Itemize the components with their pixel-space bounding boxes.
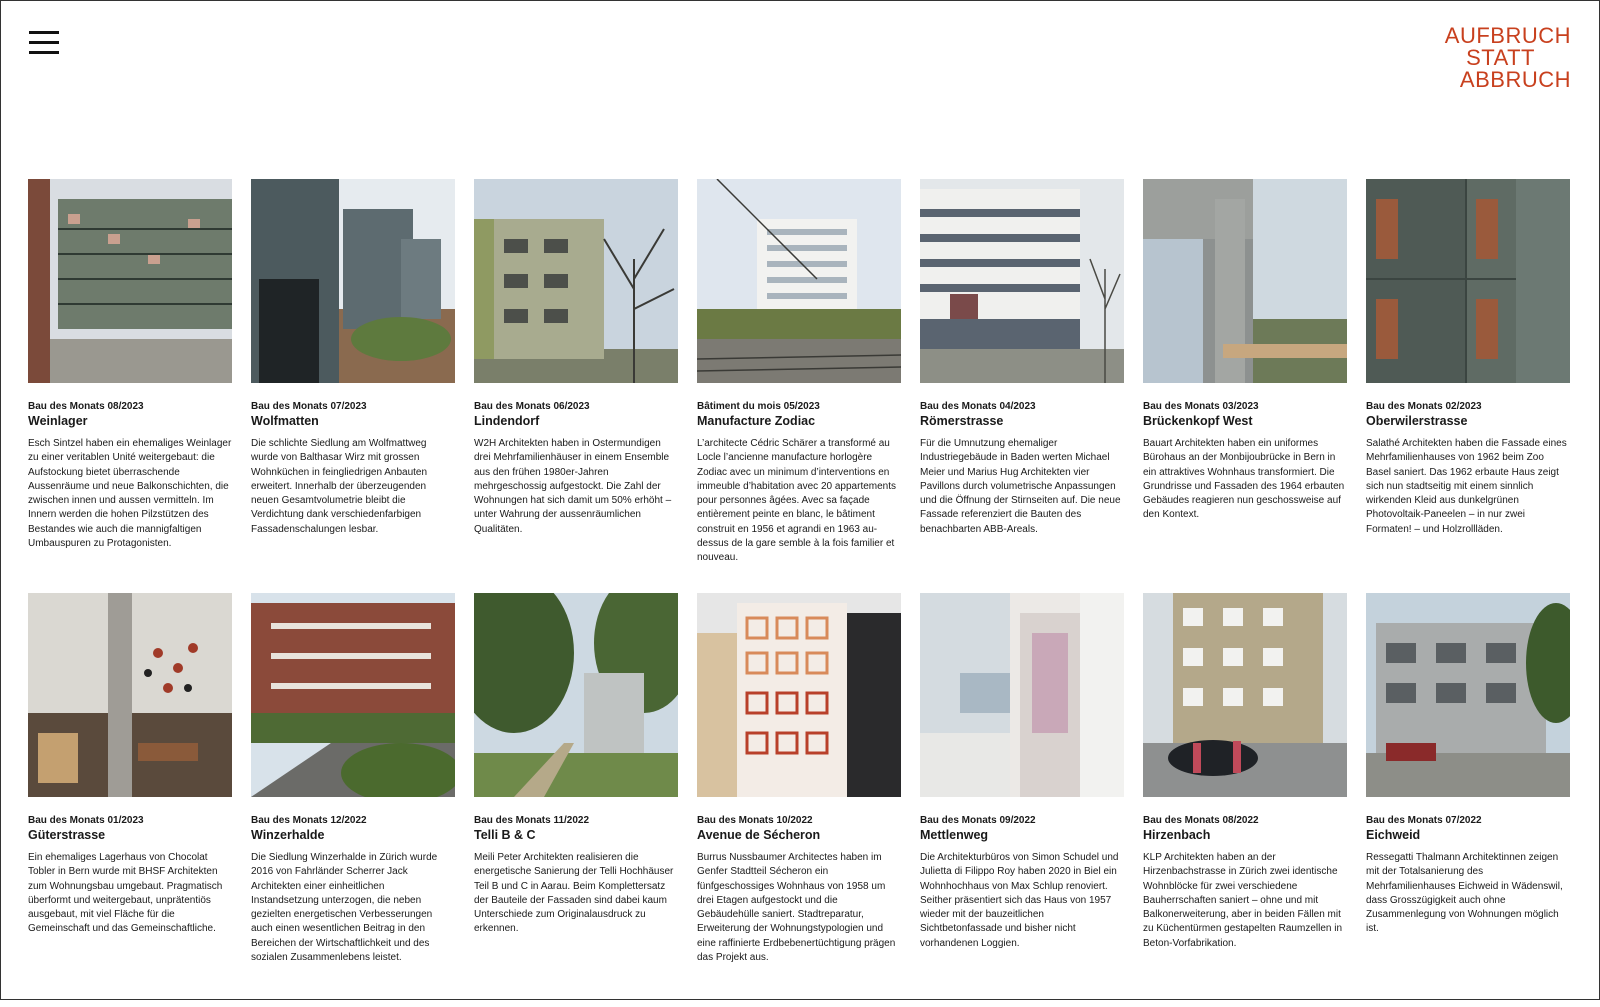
project-grid (28, 179, 1574, 1007)
project-card[interactable] (1143, 593, 1347, 1007)
project-title: Römerstrasse (920, 414, 1004, 428)
project-photo (697, 179, 901, 383)
project-kicker: Bau des Monats 11/2022 (474, 815, 590, 826)
project-photo (1143, 179, 1347, 383)
project-card[interactable] (1366, 593, 1570, 1007)
project-title: Winzerhalde (251, 828, 325, 842)
project-card[interactable] (1366, 179, 1570, 593)
project-card[interactable] (474, 593, 678, 1007)
project-photo (920, 593, 1124, 797)
project-description: Ressegatti Thalmann Architektinnen zeigen mit der Totalsanierung des Mehrfamilienhauses Eichweid in Wädenswil, dass Grosszügigkeit auch ohne Zusammenlegung von Wohnungen möglich ist. (1366, 852, 1563, 935)
project-description: Die Siedlung Winzerhalde in Zürich wurde 2016 von Fahrländer Scherrer Jack Architekten einer einheitlichen Instandsetzung unterzogen, die neben gezielten energetischen Verbesserungen auch einen wesentlichen Beitrag in den Bereichen der Wirtschaftlichkeit und des sozialen Zusammenlebens leistet. (251, 852, 438, 964)
project-title: Lindendorf (474, 414, 540, 428)
project-photo (1143, 593, 1347, 797)
project-card[interactable] (697, 593, 901, 1007)
project-title: Güterstrasse (28, 828, 106, 842)
project-photo (920, 179, 1124, 383)
project-title: Weinlager (28, 414, 88, 428)
project-kicker: Bau des Monats 02/2023 (1366, 401, 1482, 412)
project-photo (1366, 179, 1570, 383)
logo-line: AUFBRUCH (1444, 23, 1571, 48)
project-kicker: Bau des Monats 07/2023 (251, 401, 367, 412)
project-kicker: Bau des Monats 09/2022 (920, 815, 1036, 826)
project-title: Telli B & C (474, 828, 536, 842)
project-card[interactable] (474, 179, 678, 593)
project-photo (1366, 593, 1570, 797)
site-logo[interactable] (1445, 25, 1571, 91)
project-card[interactable] (28, 179, 232, 593)
project-title: Manufacture Zodiac (697, 414, 816, 428)
project-title: Mettlenweg (920, 828, 989, 842)
project-photo (251, 593, 455, 797)
project-card[interactable] (920, 179, 1124, 593)
project-photo (251, 179, 455, 383)
project-title: Eichweid (1366, 828, 1421, 842)
logo-line: ABBRUCH (1459, 67, 1571, 92)
project-title: Hirzenbach (1143, 828, 1211, 842)
project-description: Salathé Architekten haben die Fassade eines Mehrfamilienhauses von 1962 beim Zoo Basel saniert. Das 1962 erbaute Haus zeigt sich nun stadtseitig mit einem sinnlich wirkenden Kleid aus dunkelgrünen Photovoltaik-Paneelen – in nur zwei Formaten! – und Holzrollläden. (1366, 438, 1567, 535)
project-photo (474, 593, 678, 797)
project-kicker: Bau des Monats 03/2023 (1143, 401, 1259, 412)
project-card[interactable] (697, 179, 901, 593)
grid-row (28, 593, 1574, 1007)
project-kicker: Bau des Monats 07/2022 (1366, 815, 1482, 826)
project-title: Brückenkopf West (1143, 414, 1253, 428)
project-title: Wolfmatten (251, 414, 319, 428)
project-kicker: Bau des Monats 08/2023 (28, 401, 144, 412)
project-kicker: Bau des Monats 06/2023 (474, 401, 590, 412)
project-kicker: Bâtiment du mois 05/2023 (697, 401, 820, 412)
project-kicker: Bau des Monats 01/2023 (28, 815, 144, 826)
project-title: Oberwilerstrasse (1366, 414, 1468, 428)
project-card[interactable] (251, 179, 455, 593)
project-title: Avenue de Sécheron (697, 828, 821, 842)
project-kicker: Bau des Monats 10/2022 (697, 815, 813, 826)
project-photo (28, 179, 232, 383)
project-description: Für die Umnutzung ehemaliger Industriegebäude in Baden werten Michael Meier und Marius Hug Architekten vier Pavillons durch volumetrische Anpassungen und die Öffnung der Stirnseiten auf. Die neue Fassade referenziert die Bauten des benachbarten ABB-Areals. (920, 438, 1121, 535)
project-description: W2H Architekten haben in Ostermundigen drei Mehrfamilienhäuser in einem Ensemble aus den frühen 1980er-Jahren mehrgeschossig aufgestockt. Die Zahl der Wohnungen hat sich damit um 50% erhöht – unter Wahrung der aussenräumlichen Qualitäten. (474, 438, 672, 535)
logo-line: STATT (1466, 45, 1535, 70)
project-kicker: Bau des Monats 04/2023 (920, 401, 1036, 412)
project-photo (28, 593, 232, 797)
project-description: KLP Architekten haben an der Hirzenbachstrasse in Zürich zwei identische Wohnblöcke für zwei verschiedene Bauherrschaften saniert – ohne und mit Balkonerweiterung, aber in beiden Fällen mit zu Küchentürmen gestapelten Raumzellen in Beton-Vorfabrikation. (1143, 852, 1343, 949)
project-card[interactable] (1143, 179, 1347, 593)
project-photo (474, 179, 678, 383)
project-description: L’architecte Cédric Schärer a transformé au Locle l’ancienne manufacture horlogère Zodiac avec un minimum d’interventions en immeuble d’habitation avec 20 appartements pour personnes âgées. Avec sa façade entièrement peinte en blanc, le bâtiment construit en 1956 et agrandi en 1963 au-dessus de la gare semble à la fois familier et nouveau. (697, 438, 897, 564)
project-card[interactable] (920, 593, 1124, 1007)
project-description: Burrus Nussbaumer Architectes haben im Genfer Stadtteil Sécheron ein fünfgeschossiges Wohnhaus von 1958 um drei Etagen aufgestockt und die Gebäudehülle saniert. Stadtreparatur, Erweiterung der Wohnungstypologien und eine raffinierte Erdbebenertüchtigung prägen das Projekt aus. (697, 852, 896, 964)
menu-icon[interactable] (29, 31, 59, 55)
project-kicker: Bau des Monats 08/2022 (1143, 815, 1259, 826)
project-photo (697, 593, 901, 797)
grid-row (28, 179, 1574, 593)
project-description: Die schlichte Siedlung am Wolfmattweg wurde von Balthasar Wirz mit grossen Wohnküchen in feingliedrigen Anbauten erweitert. Innerhalb der überzeugenden neuen Gesamtvolumetrie bleibt die Verdichtung dank verschiedenfarbigen Fassadenschalungen lesbar. (251, 438, 428, 535)
project-description: Esch Sintzel haben ein ehemaliges Weinlager zu einer veritablen Unité weitergebaut: die Aufstockung bietet überraschende Aussenräume und neue Balkonschichten, die zwischen innen und aussen vermitteln. Im Innern werden die hohen Pilzstützen des Bestandes wie auch die mannigfaltigen Umbauspuren zu Protagonisten. (28, 438, 232, 550)
project-description: Ein ehemaliges Lagerhaus von Chocolat Tobler in Bern wurde mit BHSF Architekten zum Wohnungsbau umgebaut. Pragmatisch überformt und weitergebaut, unprätentiös ausgebaut, mit viel Fläche für die Gemeinschaft und das Gemeinschaftliche. (28, 852, 223, 935)
project-card[interactable] (28, 593, 232, 1007)
project-card[interactable] (251, 593, 455, 1007)
project-kicker: Bau des Monats 12/2022 (251, 815, 367, 826)
project-description: Meili Peter Architekten realisieren die energetische Sanierung der Telli Hochhäuser Teil B und C in Aarau. Beim Komplettersatz der Bauteile der Fassaden sind dabei kaum Unterschiede zum Originalausdruck zu erkennen. (474, 852, 674, 935)
project-description: Bauart Architekten haben ein uniformes Bürohaus an der Monbijoubrücke in Bern in ein attraktives Wohnhaus transformiert. Die Grundrisse und Fassaden des 1964 erbauten Gebäudes reagieren nun geschossweise auf den Kontext. (1143, 438, 1345, 521)
project-description: Die Architekturbüros von Simon Schudel und Julietta di Filippo Roy haben 2020 in Biel ein Wohnhochhaus von Max Schlup renoviert. Seither präsentiert sich das Haus von 1957 wieder mit der bauzeitlichen Sichtbetonfassade und bisher nicht vorhandenen Loggien. (920, 852, 1119, 949)
